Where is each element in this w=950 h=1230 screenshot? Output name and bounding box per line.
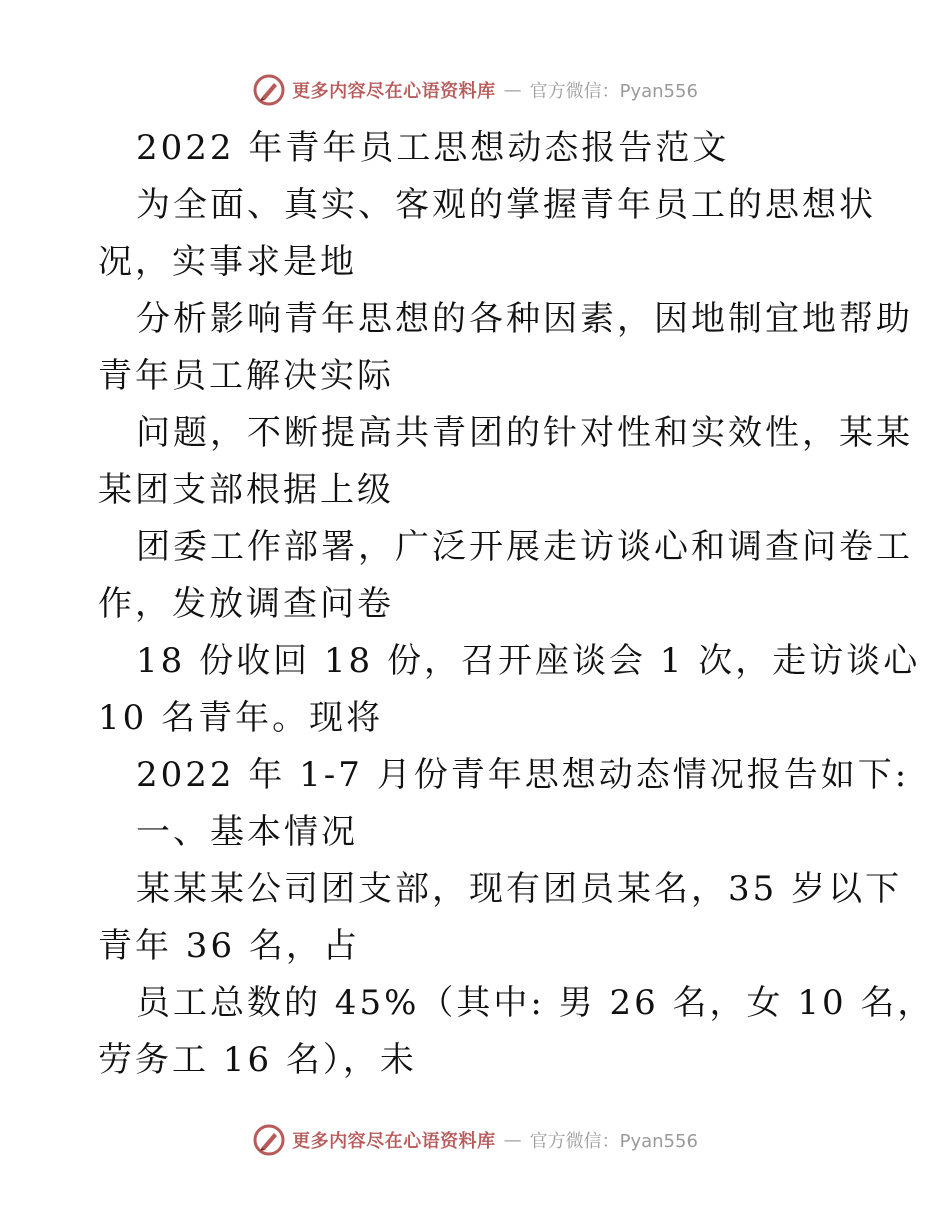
- watermark-main-text: 更多内容尽在心语资料库: [292, 81, 496, 102]
- pen-circle-logo-icon: [252, 73, 286, 107]
- paragraph-line: 10 名青年。现将: [98, 698, 384, 738]
- paragraph-line: 劳务工 16 名），未: [98, 1040, 417, 1080]
- watermark-wechat-text: 官方微信：Pyan556: [529, 1131, 698, 1152]
- watermark-separator: —: [503, 1129, 522, 1151]
- paragraph-line: 况，实事求是地: [98, 242, 357, 282]
- paragraph-line: 作，发放调查问卷: [98, 584, 394, 624]
- pen-circle-logo-icon: [252, 1123, 286, 1157]
- section-heading: 一、基本情况: [136, 812, 358, 852]
- paragraph-line: 青年员工解决实际: [98, 356, 394, 396]
- paragraph-line: 分析影响青年思想的各种因素，因地制宜地帮助: [136, 299, 913, 339]
- paragraph-line: 某某某公司团支部，现有团员某名，35 岁以下: [136, 869, 903, 909]
- watermark-header: [0, 70, 950, 110]
- watermark-main-text: 更多内容尽在心语资料库: [292, 1131, 496, 1152]
- paragraph-line: 为全面、真实、客观的掌握青年员工的思想状: [136, 185, 876, 225]
- paragraph-line: 某团支部根据上级: [98, 470, 394, 510]
- document-body: [98, 120, 935, 1089]
- watermark-footer: [0, 1120, 950, 1160]
- paragraph-line: 员工总数的 45%（其中: 男 26 名，女 10 名，: [136, 983, 935, 1023]
- watermark-separator: —: [503, 79, 522, 101]
- paragraph-line: 青年 36 名，占: [98, 926, 360, 966]
- watermark-wechat-text: 官方微信：Pyan556: [529, 81, 698, 102]
- paragraph-line: 18 份收回 18 份，召开座谈会 1 次，走访谈心: [136, 641, 921, 681]
- document-title: 2022 年青年员工思想动态报告范文: [136, 128, 730, 168]
- paragraph-line: 问题，不断提高共青团的针对性和实效性，某某: [136, 413, 913, 453]
- paragraph-line: 团委工作部署，广泛开展走访谈心和调查问卷工: [136, 527, 913, 567]
- paragraph-line: 2022 年 1-7 月份青年思想动态情况报告如下:: [136, 755, 910, 795]
